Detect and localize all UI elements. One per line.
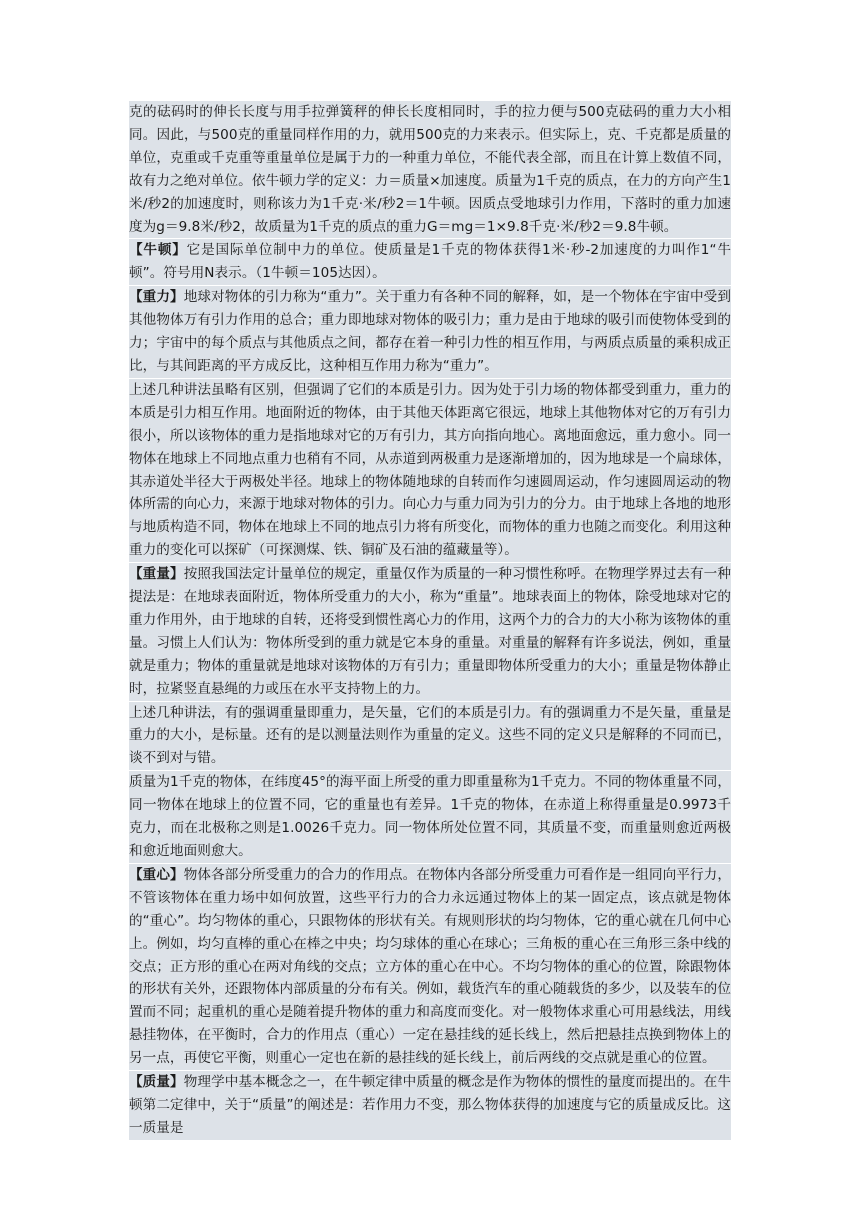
paragraph-text: 物理学中基本概念之一，在牛顿定律中质量的概念是作为物体的惯性的量度而提出的。在牛顿第二定律中，关于“质量”的阐述是：若作用力不变，那么物体获得的加速度与它的质量成反比。这一质量是: [129, 1074, 731, 1136]
paragraph-text: 地球对物体的引力称为“重力”。关于重力有各种不同的解释，如，是一个物体在宇宙中受到其他物体万有引力作用的总合；重力即地球对物体的吸引力；重力是由于地球的吸引而使物体受到的力；宇宙中的每个质点与其他质点之间，都存在着一种引力性的相互作用，与两质点质量的乘积成正比，与其间距离的平方成反比，这种相互作用力称为“重力”。: [129, 289, 731, 374]
paragraph-newton: [129, 239, 731, 285]
paragraph-mass: [129, 1071, 731, 1140]
term-heading: 【重量】: [129, 566, 184, 583]
paragraph-gravity-explained: [129, 379, 731, 562]
paragraph-weight: [129, 563, 731, 700]
paragraph-text: 物体各部分所受重力的合力的作用点。在物体内各部分所受重力可看作是一组同向平行力，不管该物体在重力场中如何放置，这些平行力的合力永远通过物体上的某一固定点，该点就是物体的“重心”。均匀物体的重心，只跟物体的形状有关。有规则形状的均匀物体，它的重心就在几何中心上。例如，均匀直棒的重心在棒之中央；均匀球体的重心在球心；三角板的重心在三角形三条中线的交点；正方形的重心在两对角线的交点；立方体的重心在中心。不均匀物体的重心的位置，除跟物体的形状有关外，还跟物体内部质量的分布有关。例如，载货汽车的重心随载货的多少，以及装车的位置而不同；起重机的重心是随着提升物体的重力和高度而变化。对一般物体求重心可用悬线法，用线悬挂物体，在平衡时，合力的作用点（重心）一定在悬挂线的延长线上，然后把悬挂点换到物体上的另一点，再使它平衡，则重心一定也在新的悬挂线的延长线上，前后两线的交点就是重心的位置。: [129, 866, 731, 1067]
paragraph-kilogram-force: [129, 771, 731, 863]
paragraph-text: 按照我国法定计量单位的规定，重量仅作为质量的一种习惯性称呼。在物理学界过去有一种提法是：在地球表面附近，物体所受重力的大小，称为“重量”。地球表面上的物体，除受地球对它的重力作用外，由于地球的自转，还将受到惯性离心力的作用，这两个力的合力的大小称为该物体的重量。习惯上人们认为：物体所受到的重力就是它本身的重量。对重量的解释有许多说法，例如，重量就是重力；物体的重量就是地球对该物体的万有引力；重量即物体所受重力的大小；重量是物体静止时，拉紧竖直悬绳的力或压在水平支持物上的力。: [129, 566, 731, 697]
paragraph-text: 上述几种讲法，有的强调重量即重力，是矢量，它们的本质是引力。有的强调重力不是矢量，重量是重力的大小，是标量。还有的是以测量法则作为重量的定义。这些不同的定义只是解释的不同而已，谈不到对与错。: [129, 704, 731, 767]
term-heading: 【牛顿】: [129, 242, 187, 259]
paragraph-center-of-gravity: [129, 864, 731, 1070]
term-heading: 【重力】: [129, 289, 184, 306]
term-heading: 【质量】: [129, 1074, 184, 1091]
term-heading: 【重心】: [129, 866, 184, 883]
paragraph-intro: [129, 101, 731, 238]
paragraph-text: 它是国际单位制中力的单位。使质量是1千克的物体获得1米·秒-2加速度的力叫作1“牛顿”。符号用N表示。（1牛顿＝105达因）。: [129, 242, 731, 282]
paragraph-text: 克的砝码时的伸长长度与用手拉弹簧秤的伸长长度相同时，手的拉力便与500克砝码的重力大小相同。因此，与500克的重量同样作用的力，就用500克的力来表示。但实际上，克、千克都是质量的单位，克重或千克重等重量单位是属于力的一种重力单位，不能代表全部，而且在计算上数值不同，故有力之绝对单位。依牛顿力学的定义：力＝质量×加速度。质量为1千克的质点，在力的方向产生1米/秒2的加速度时，则称该力为1千克·米/秒2＝1牛顿。因质点受地球引力作用，下落时的重力加速度为g＝9.8米/秒2，故质量为1千克的质点的重力G＝mg＝1×9.8千克·米/秒2＝9.8牛顿。: [129, 104, 731, 235]
paragraph-text: 质量为1千克的物体，在纬度45°的海平面上所受的重力即重量称为1千克力。不同的物体重量不同，同一物体在地球上的位置不同，它的重量也有差异。1千克的物体，在赤道上称得重量是0.9973千克力，而在北极称之则是1.0026千克力。同一物体所处位置不同，其质量不变，而重量则愈近两极和愈近地面则愈大。: [129, 774, 731, 859]
paragraph-weight-definitions: [129, 702, 731, 771]
document-page: [129, 101, 731, 1141]
paragraph-text: 上述几种讲法虽略有区别，但强调了它们的本质是引力。因为处于引力场的物体都受到重力，重力的本质是引力相互作用。地面附近的物体，由于其他天体距离它很远，地球上其他物体对它的万有引力很小，所以该物体的重力是指地球对它的万有引力，其方向指向地心。离地面愈远，重力愈小。同一物体在地球上不同地点重力也稍有不同，从赤道到两极重力是逐渐增加的，因为地球是一个扁球体，其赤道处半径大于两极处半径。地球上的物体随地球的自转而作匀速圆周运动，作匀速圆周运动的物体所需的向心力，来源于地球对物体的引力。向心力与重力同为引力的分力。由于地球上各地的地形与地质构造不同，物体在地球上不同的地点引力将有所变化，而物体的重力也随之而变化。利用这种重力的变化可以探矿（可探测煤、铁、铜矿及石油的蕴藏量等）。: [129, 381, 731, 559]
paragraph-gravity: [129, 286, 731, 378]
